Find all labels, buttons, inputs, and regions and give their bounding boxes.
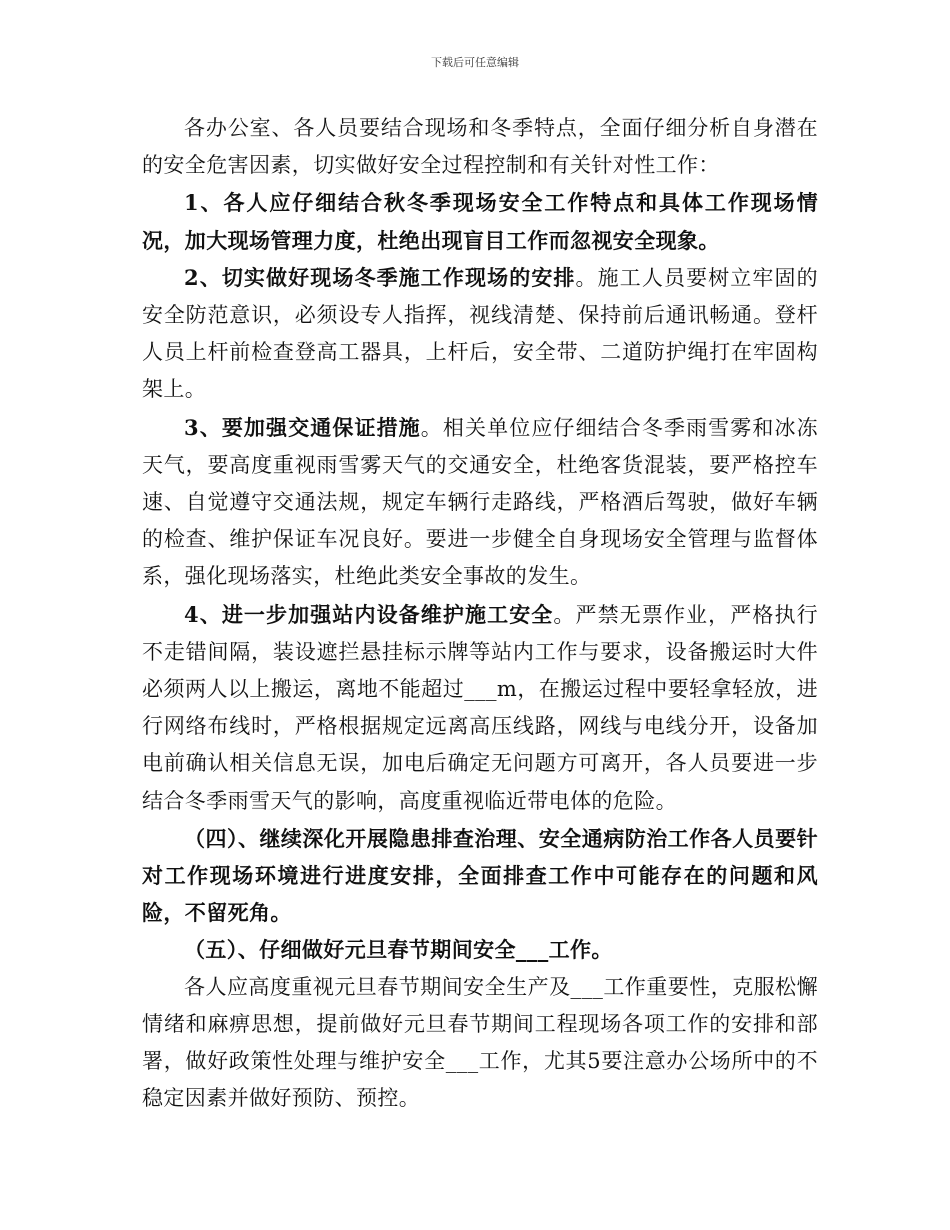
paragraph-intro: 各办公室、各人员要结合现场和冬季特点，全面仔细分析自身潜在的安全危害因素，切实做好安全过程控制和有关针对性工作： <box>142 116 818 178</box>
paragraph-section-4: （四）、继续深化开展隐患排查治理、安全通病防治工作各人员要针对工作现场环境进行进度安排，全面排查工作中可能存在的问题和风险，不留死角。 <box>142 825 818 926</box>
paragraph-section-5-heading: （五）、仔细做好元旦春节期间安全___工作。 <box>184 937 613 963</box>
item-3-body: 。相关单位应仔细结合冬季雨雪雾和冰冻天气，要高度重视雨雪雾天气的交通安全，杜绝客货混装，要严格控车速、自觉遵守交通法规，规定车辆行走路线，严格酒后驾驶，做好车辆的检查、维护保证车况良好。要进一步健全自身现场安全管理与监督体系，强化现场落实，杜绝此类安全事故的发生。 <box>142 415 819 589</box>
item-3-heading: 3、要加强交通保证措施 <box>184 414 421 440</box>
item-2-heading: 2、切实做好现场冬季施工作现场的安排 <box>184 264 576 290</box>
page-header: 下载后可任意编辑 <box>431 56 519 69</box>
document-body <box>142 110 818 1117</box>
paragraph-item-3 <box>142 409 818 596</box>
paragraph-item-4 <box>142 596 818 820</box>
paragraph-item-1: 1、各人应仔细结合秋冬季现场安全工作特点和具体工作现场情况，加大现场管理力度，杜绝出现盲目工作而忽视安全现象。 <box>142 190 818 253</box>
paragraph-item-2 <box>142 259 818 409</box>
item-4-heading: 4、进一步加强站内设备维护施工安全 <box>184 601 554 627</box>
item-4-body: 。严禁无票作业，严格执行不走错间隔，装设遮拦悬挂标示牌等站内工作与要求，设备搬运时大件必须两人以上搬运，离地不能超过___m，在搬运过程中要轻拿轻放，进行网络布线时，严格根据规定远离高压线路，网线与电线分开，设备加电前确认相关信息无误，加电后确定无问题方可离开，各人员要进一步结合冬季雨雪天气的影响，高度重视临近带电体的危险。 <box>142 602 818 813</box>
item-2-body: 。施工人员要树立牢固的安全防范意识，必须设专人指挥，视线清楚、保持前后通讯畅通。登杆人员上杆前检查登高工器具，上杆后，安全带、二道防护绳打在牢固构架上。 <box>142 265 818 402</box>
paragraph-section-5-body: 各人应高度重视元旦春节期间安全生产及___工作重要性，克服松懈情绪和麻痹思想，提前做好元旦春节期间工程现场各项工作的安排和部署，做好政策性处理与维护安全___工作，尤其5要注意办公场所中的不稳定因素并做好预防、预控。 <box>142 974 818 1111</box>
